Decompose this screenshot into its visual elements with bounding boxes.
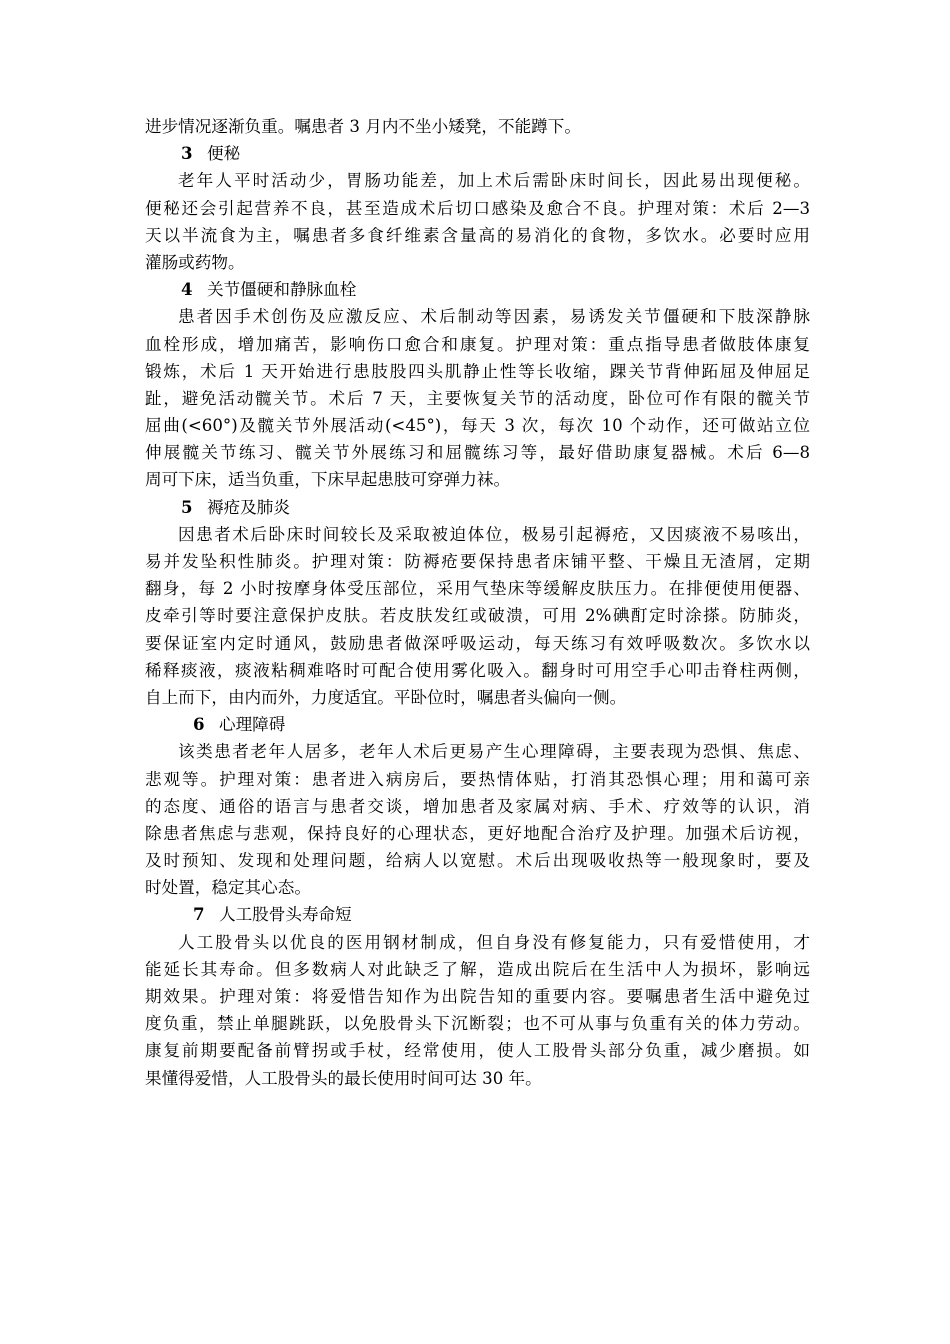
section-number: 5 (181, 496, 193, 517)
section-number: 4 (181, 279, 193, 300)
paragraph-line: 悲观等。护理对策：患者进入病房后，要热情体贴，打消其恐惧心理；用和蔼可亲 (145, 769, 810, 789)
section-number: 6 (193, 714, 205, 735)
section-title: 关节僵硬和静脉血栓 (207, 280, 357, 300)
section-heading-constipation (145, 140, 810, 167)
paragraph-line: 人工股骨头以优良的医用钢材制成，但自身没有修复能力，只有爱惜使用，才 (178, 932, 810, 952)
paragraph-line: 及时预知、发现和处理问题，给病人以宽慰。术后出现吸收热等一般现象时，要及 (145, 851, 810, 871)
section-title: 心理障碍 (219, 715, 286, 735)
paragraph-line: 进步情况逐渐负重。嘱患者 3 月内不坐小矮凳，不能蹲下。 (145, 117, 581, 136)
section-heading-psychological (145, 711, 810, 738)
paragraph-line: 度负重，禁止单腿跳跃，以免股骨头下沉断裂；也不可从事与负重有关的体力劳动。 (145, 1014, 810, 1034)
paragraph-line: 翻身，每 2 小时按摩身体受压部位，采用气垫床等缓解皮肤压力。在排便使用便器、 (145, 579, 810, 599)
paragraph-line: 能延长其寿命。但多数病人对此缺乏了解，造成出院后在生活中人为损坏，影响远 (145, 959, 810, 979)
paragraph-line: 稀释痰液，痰液粘稠难咯时可配合使用雾化吸入。翻身时可用空手心叩击脊柱两侧， (145, 660, 810, 680)
paragraph-line: 的态度、通俗的语言与患者交谈，增加患者及家属对病、手术、疗效等的认识，消 (145, 796, 810, 816)
section-title: 便秘 (207, 144, 241, 164)
paragraph-line: 期效果。护理对策：将爱惜告知作为出院告知的重要内容。要嘱患者生活中避免过 (145, 987, 810, 1006)
section-heading-bedsores-pneumonia (145, 494, 810, 521)
paragraph-line: 除患者焦虑与悲观，保持良好的心理状态，更好地配合治疗及护理。加强术后访视， (145, 823, 810, 843)
paragraph-line: 要保证室内定时通风，鼓励患者做深呼吸运动，每天练习有效呼吸数次。多饮水以 (145, 633, 810, 653)
paragraph-line: 灌肠或药物。 (145, 252, 245, 272)
section-number: 3 (181, 143, 193, 164)
paragraph-line: 屈曲(<60°)及髋关节外展活动(<45°)，每天 3 次，每次 10 个动作，还可做站立位 (145, 416, 810, 436)
paragraph-line: 伸展髋关节练习、髋关节外展练习和屈髋练习等，最好借助康复器械。术后 6—8 (145, 443, 810, 463)
paragraph-line: 周可下床，适当负重，下床早起患肢可穿弹力袜。 (145, 470, 511, 490)
paragraph-line: 血栓形成，增加痛苦，影响伤口愈合和康复。护理对策：重点指导患者做肢体康复 (145, 334, 810, 354)
paragraph-line: 自上而下，由内而外，力度适宜。平卧位时，嘱患者头偏向一侧。 (145, 687, 627, 707)
paragraph-line: 因患者术后卧床时间较长及采取被迫体位，极易引起褥疮，又因痰液不易咳出， (178, 524, 810, 544)
section-heading-prosthesis-lifespan (145, 901, 810, 928)
paragraph-line: 锻炼，术后 1 天开始进行患肢股四头肌静止性等长收缩，踝关节背伸跖屈及伸屈足 (145, 361, 810, 381)
paragraph-line: 果懂得爱惜，人工股骨头的最长使用时间可达 30 年。 (145, 1068, 542, 1088)
section-number: 7 (193, 904, 205, 925)
document-page (145, 113, 810, 1092)
paragraph-line: 趾，避免活动髋关节。术后 7 天，主要恢复关节的活动度，卧位可作有限的髋关节 (145, 388, 810, 408)
section-heading-joint-stiffness (145, 276, 810, 303)
section-title: 褥疮及肺炎 (207, 497, 290, 517)
paragraph-line: 康复前期要配备前臂拐或手杖，经常使用，使人工股骨头部分负重，减少磨损。如 (145, 1041, 810, 1061)
paragraph-line: 该类患者老年人居多，老年人术后更易产生心理障碍，主要表现为恐惧、焦虑、 (178, 742, 810, 762)
paragraph-line: 患者因手术创伤及应激反应、术后制动等因素，易诱发关节僵硬和下肢深静脉 (178, 307, 810, 327)
paragraph-line: 老年人平时活动少，胃肠功能差，加上术后需卧床时间长，因此易出现便秘。 (178, 171, 810, 191)
paragraph-line: 天以半流食为主，嘱患者多食纤维素含量高的易消化的食物，多饮水。必要时应用 (145, 225, 810, 245)
paragraph-line: 皮牵引等时要注意保护皮肤。若皮肤发红或破溃，可用 2%碘酊定时涂搽。防肺炎， (145, 606, 810, 626)
paragraph-line: 易并发坠积性肺炎。护理对策：防褥疮要保持患者床铺平整、干燥且无渣屑，定期 (145, 552, 810, 571)
paragraph-line: 时处置，稳定其心态。 (145, 878, 311, 898)
section-title: 人工股骨头寿命短 (219, 905, 352, 925)
paragraph-line: 便秘还会引起营养不良，甚至造成术后切口感染及愈合不良。护理对策：术后 2—3 (145, 198, 810, 218)
